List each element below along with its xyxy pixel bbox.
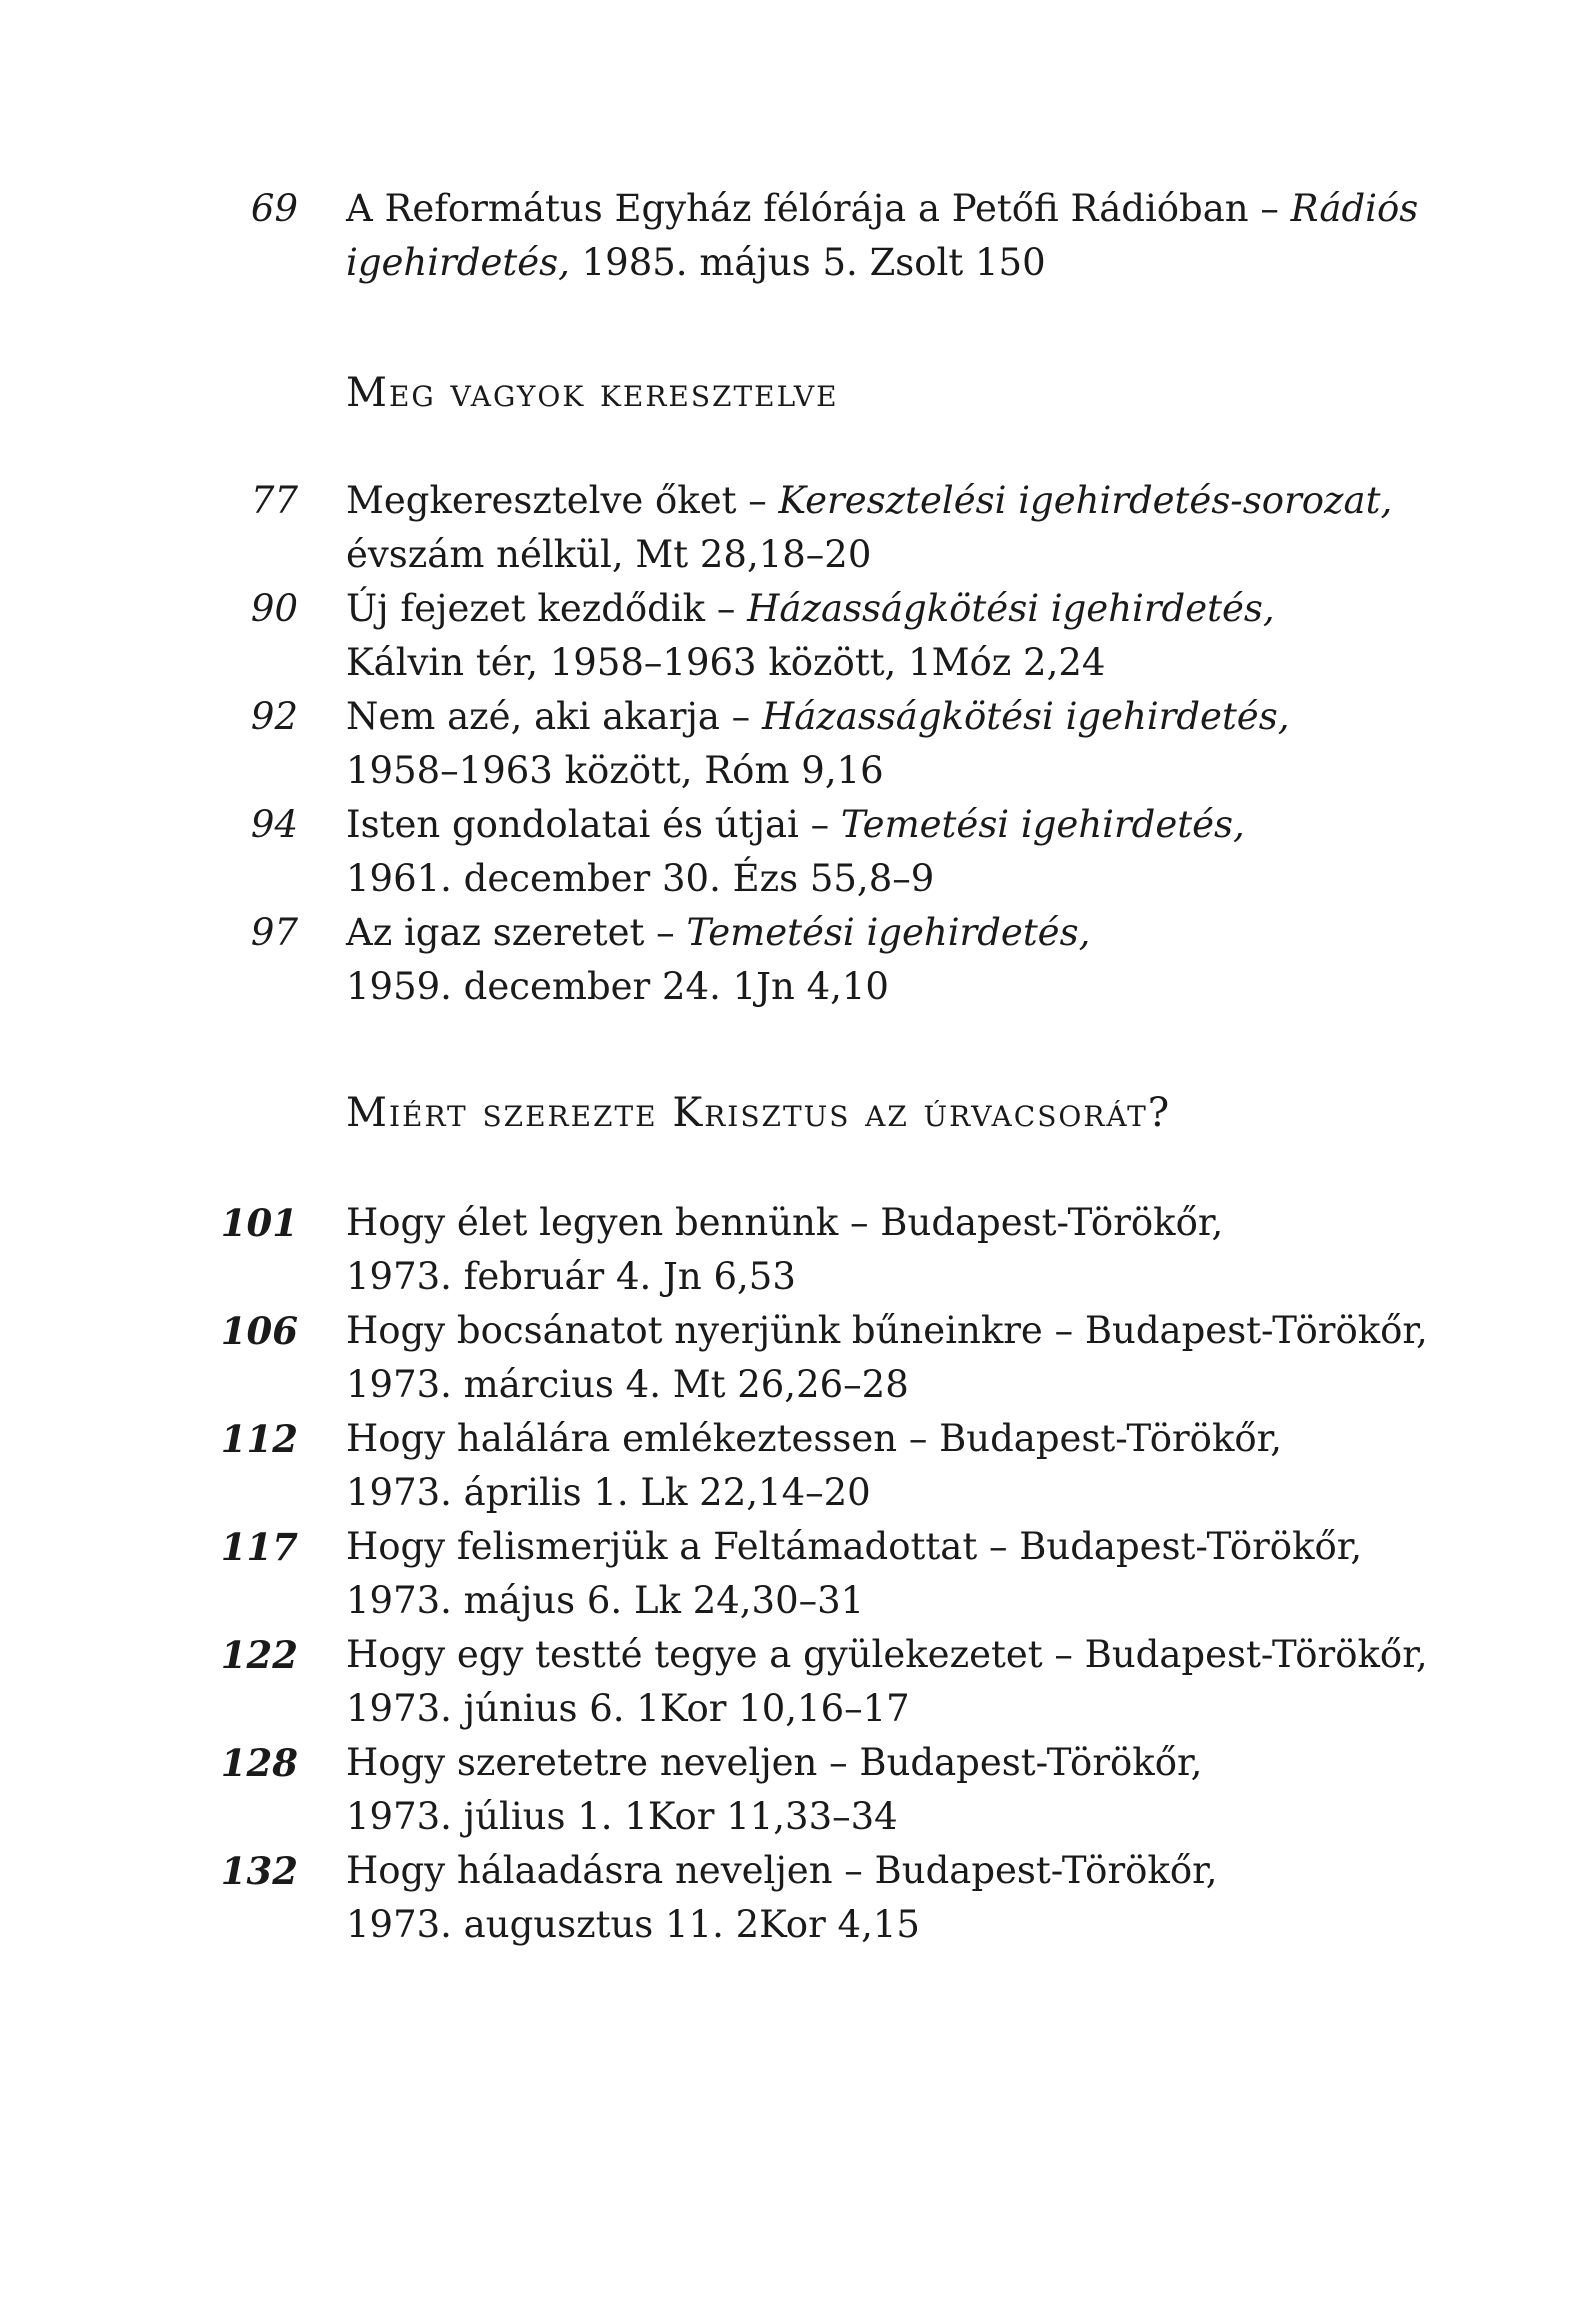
entry-details: 1973. március 4. Mt 26,26–28 <box>346 1363 909 1406</box>
section-heading: Miért szerezte Krisztus az úrvacsorát? <box>346 1090 1172 1136</box>
entry-title: Az igaz szeretet <box>346 911 645 954</box>
entry-line <box>346 474 1546 528</box>
entry-genre: Keresztelési igehirdetés-sorozat, <box>778 479 1393 522</box>
page-number: 101 <box>220 1201 298 1245</box>
entry-title: Hogy egy testté tegye a gyülekezetet – Budapest-Törökőr, <box>346 1633 1428 1676</box>
page-number: 97 <box>250 911 298 954</box>
entry-title: Hogy felismerjük a Feltámadottat – Budapest-Törökőr, <box>346 1525 1363 1568</box>
entry-line <box>346 236 1546 290</box>
entry-dash: – <box>1248 187 1291 230</box>
entry-line <box>346 582 1546 636</box>
entry-dash: – <box>644 911 687 954</box>
entry-line <box>346 798 1546 852</box>
entry-details: 1973. július 1. 1Kor 11,33–34 <box>346 1795 898 1838</box>
section-heading: Meg vagyok keresztelve <box>346 370 839 416</box>
entry-genre: Temetési igehirdetés, <box>840 803 1245 846</box>
entry-text <box>346 798 1546 906</box>
page-number: 112 <box>220 1417 298 1461</box>
entry-line <box>346 182 1546 236</box>
entry-text <box>346 1628 1546 1736</box>
entry-text <box>346 1736 1546 1844</box>
entry-dash: – <box>736 479 779 522</box>
entry-title: Nem azé, aki akarja <box>346 695 720 738</box>
entry-title: Hogy szeretetre neveljen – Budapest-Törökőr, <box>346 1741 1203 1784</box>
entry-text <box>346 690 1546 798</box>
page-number: 128 <box>220 1741 298 1785</box>
entry-details: 1973. augusztus 11. 2Kor 4,15 <box>346 1903 920 1946</box>
page-number: 90 <box>250 587 298 630</box>
page-number: 106 <box>220 1309 298 1353</box>
entry-genre: Rádiós <box>1290 187 1419 230</box>
page-number: 132 <box>220 1849 298 1893</box>
entry-text <box>346 1196 1546 1304</box>
entry-details: Kálvin tér, 1958–1963 között, 1Móz 2,24 <box>346 641 1106 684</box>
entry-text <box>346 474 1546 582</box>
entry-title: Isten gondolatai és útjai <box>346 803 799 846</box>
page-number: 92 <box>250 695 298 738</box>
page-number: 122 <box>220 1633 298 1677</box>
entry-text <box>346 1844 1546 1952</box>
entry-details: 1973. február 4. Jn 6,53 <box>346 1255 796 1298</box>
entry-title: Hogy élet legyen bennünk – Budapest-Törökőr, <box>346 1201 1224 1244</box>
entry-genre: igehirdetés, <box>346 241 570 284</box>
entry-details: 1973. április 1. Lk 22,14–20 <box>346 1471 871 1514</box>
entry-details: 1958–1963 között, Róm 9,16 <box>346 749 884 792</box>
entry-details: évszám nélkül, Mt 28,18–20 <box>346 533 872 576</box>
entry-details: 1961. december 30. Ézs 55,8–9 <box>346 857 935 900</box>
entry-dash: – <box>798 803 841 846</box>
entry-title: A Református Egyház félórája a Petőfi Rádióban <box>346 187 1249 230</box>
entry-text <box>346 906 1546 1014</box>
page-number: 94 <box>250 803 298 846</box>
entry-title: Hogy bocsánatot nyerjünk bűneinkre – Budapest-Törökőr, <box>346 1309 1428 1352</box>
entry-text <box>346 582 1546 690</box>
entry-details: 1985. május 5. Zsolt 150 <box>569 241 1046 284</box>
entry-genre: Házasságkötési igehirdetés, <box>761 695 1290 738</box>
entry-text <box>346 1412 1546 1520</box>
entry-details: 1973. június 6. 1Kor 10,16–17 <box>346 1687 910 1730</box>
page-number: 69 <box>250 187 298 230</box>
entry-title: Új fejezet kezdődik <box>346 587 706 630</box>
entry-genre: Temetési igehirdetés, <box>686 911 1091 954</box>
entry-text <box>346 1520 1546 1628</box>
entry-dash: – <box>705 587 748 630</box>
entry-genre: Házasságkötési igehirdetés, <box>747 587 1275 630</box>
entry-text <box>346 182 1546 290</box>
entry-line <box>346 906 1546 960</box>
page-number: 77 <box>250 479 298 522</box>
entry-dash: – <box>719 695 762 738</box>
entry-text <box>346 1304 1546 1412</box>
entry-title: Hogy halálára emlékeztessen – Budapest-Törökőr, <box>346 1417 1283 1460</box>
entry-details: 1973. május 6. Lk 24,30–31 <box>346 1579 865 1622</box>
page-number: 117 <box>220 1525 298 1569</box>
entry-title: Hogy hálaadásra neveljen – Budapest-Törökőr, <box>346 1849 1218 1892</box>
entry-details: 1959. december 24. 1Jn 4,10 <box>346 965 889 1008</box>
entry-title: Megkeresztelve őket <box>346 479 737 522</box>
entry-line <box>346 690 1546 744</box>
